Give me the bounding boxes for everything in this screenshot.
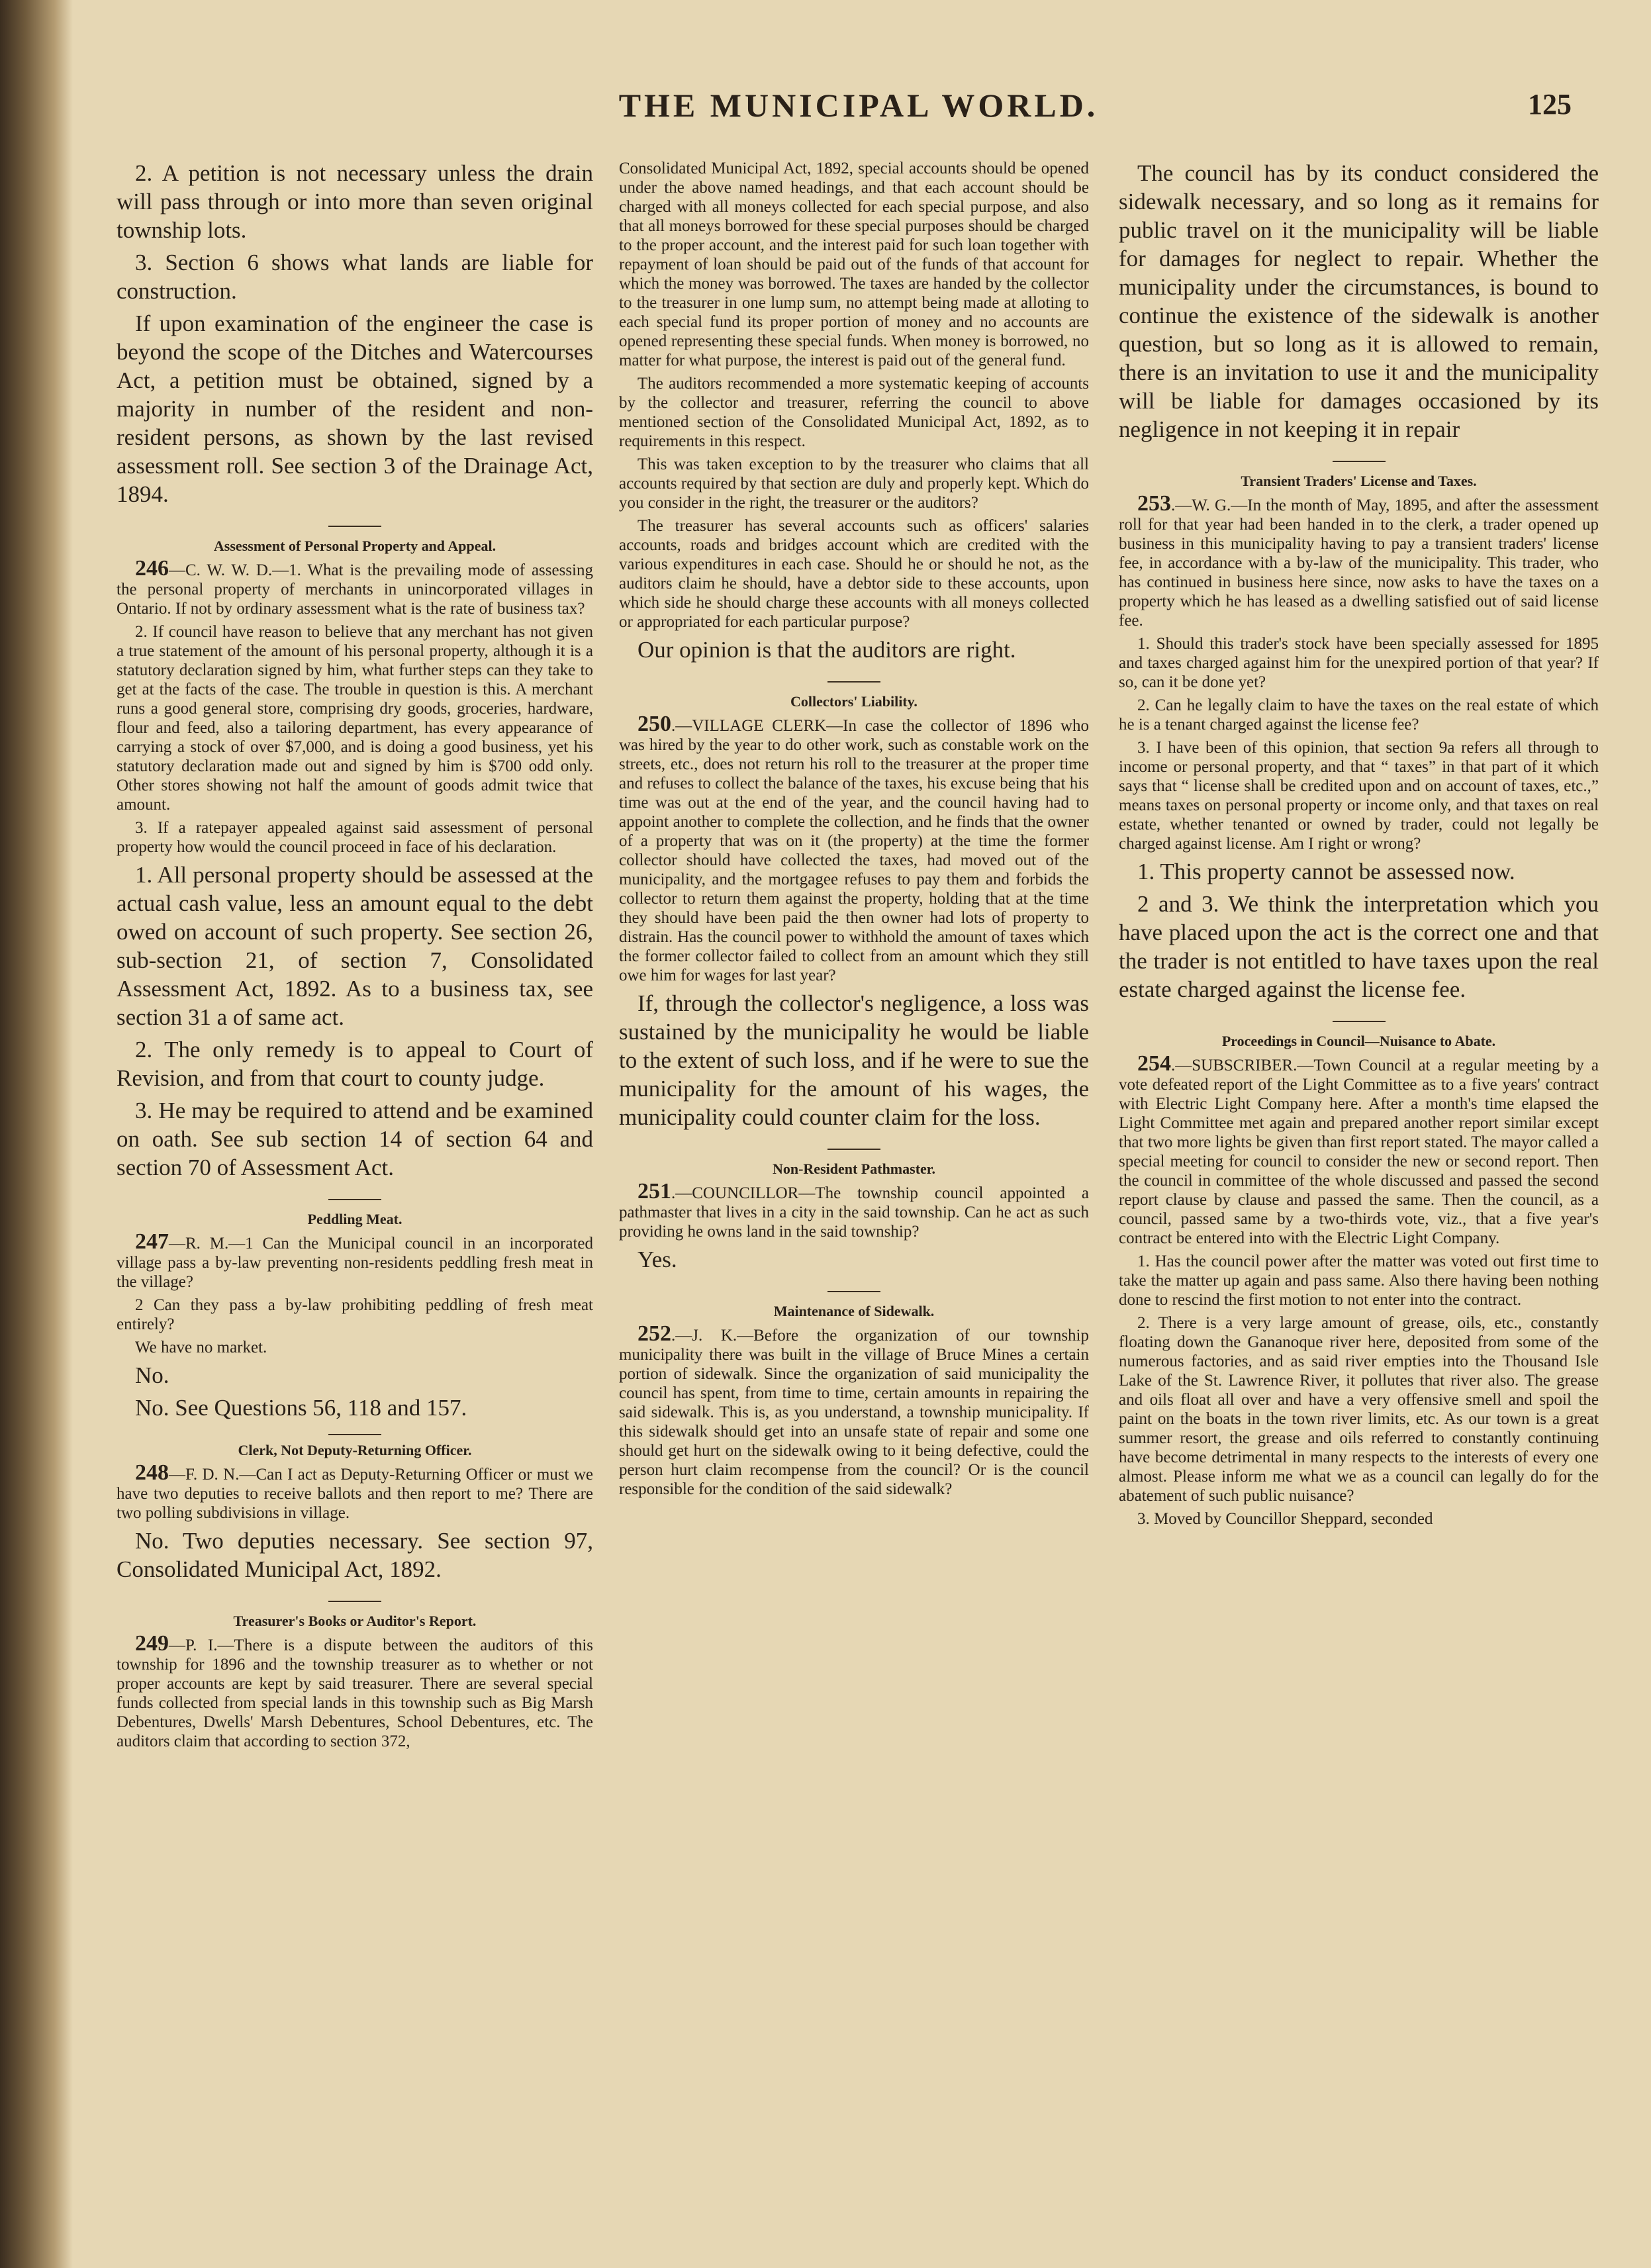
answer-paragraph: 3. He may be required to attend and be examined on oath. See sub section 14 of section 64 and section 70 of Assessment Act.: [117, 1098, 593, 1180]
question-paragraph: 2. There is a very large amount of grease, oils, etc., constantly floating down the Gananoque river here, deposited from some of the numerous factories, and as said river empties into the Thousand Isle Lake of the St. Lawrence River, it pollutes that river also. The grease and oils float all over and have a very offensive smell and spoil the paint on the boats in the town river limits, etc. As our town is a great summer resort, the grease and oils referred to constantly continuing have become detrimental in many respects to the interests of every one almost. Please inform me what we as a council can legally do for the abatement of such public nuisance?: [1119, 1314, 1599, 1505]
question-paragraph: 3. Moved by Councillor Sheppard, seconded: [1137, 1510, 1433, 1528]
section-heading-246: Assessment of Personal Property and Appeal.: [213, 538, 496, 554]
question-paragraph: The auditors recommended a more systematic keeping of accounts by the collector and treasurer, referring the council to above mentioned section of the Consolidated Municipal Act, 1892, as to requirements in this respect.: [619, 375, 1089, 450]
page-number: 125: [1528, 88, 1572, 120]
answer-paragraph: Our opinion is that the auditors are right.: [637, 637, 1016, 663]
section-divider: [827, 681, 880, 683]
answer-paragraph: No. See Questions 56, 118 and 157.: [135, 1395, 467, 1421]
question-number: 249: [135, 1631, 169, 1656]
question-247: [117, 1229, 593, 1292]
question-number: 246: [135, 556, 169, 581]
section-heading-254: Proceedings in Council—Nuisance to Abate.: [1221, 1033, 1496, 1049]
question-251: [619, 1179, 1089, 1241]
answer-paragraph: Yes.: [637, 1247, 677, 1272]
question-number: 254: [1137, 1051, 1171, 1076]
column-3: [1119, 159, 1599, 1533]
question-text: —P. I.—There is a dispute between the auditors of this township for 1896 and the township treasurer as to whether or not proper accounts are kept by said treasurer. There are several special funds collected from special lands in this township such as Big Marsh Debentures, Dwells' Marsh Debentures, School Debentures, etc. The auditors claim that according to section 372,: [117, 1636, 593, 1750]
column-1: [117, 159, 593, 1755]
masthead-title: THE MUNICIPAL WORLD.: [618, 87, 1099, 124]
question-253: [1119, 491, 1599, 630]
question-number: 252: [637, 1321, 671, 1346]
question-text: .—W. G.—In the month of May, 1895, and after the assessment roll for that year had been handed in to the clerk, a trader opened up business in this municipality having to pay a transient traders' license fee, in accordance with a by-law of the municipality. This trader, who has continued in business here since, now asks to have the taxes on a property which he has leased as a dwelling satisfied out of said license fee.: [1119, 496, 1599, 630]
section-divider: [827, 1149, 880, 1150]
answer-paragraph: No.: [135, 1362, 169, 1388]
question-text: —R. M.—1 Can the Municipal council in an incorporated village pass a by-law preventing non-residents peddling fresh meat in the village?: [117, 1235, 593, 1291]
question-text: .—J. K.—Before the organization of our township municipality there was built in the village of Bruce Mines a certain portion of sidewalk. Since the organization of said municipality the council has spent, from time to time, certain amounts in repairing the said sidewalk. This is, as you understand, a township municipality. If this sidewalk should get into an unsafe state of repair and some one should get hurt on the sidewalk owing to it being defective, could the person hurt claim recompense from the council? Or is the council responsible for the condition of the said sidewalk?: [619, 1327, 1089, 1498]
section-heading-252: Maintenance of Sidewalk.: [773, 1303, 935, 1319]
question-paragraph: This was taken exception to by the treasurer who claims that all accounts required by that section are duly and properly kept. Which do you consider in the right, the treasurer or the auditors?: [619, 455, 1089, 512]
section-divider: [1333, 1021, 1386, 1022]
page-header: [106, 86, 1611, 126]
question-paragraph: The treasurer has several accounts such as officers' salaries accounts, roads and bridges account which are credited with the various expenditures in each case. Should he or should he not, as the auditors claim he should, have a debtor side to these accounts, upon which side he should charge these accounts with all moneys collected or appropriated for each particular purpose?: [619, 517, 1089, 631]
question-text: .—VILLAGE CLERK—In case the collector of 1896 who was hired by the year to do other work, such as constable work on the streets, etc., does not return his roll to the treasurer at the proper time and refuses to collect the balance of the taxes, his excuse being that his time was out at the end of the year, and the council having had to appoint another to complete the collection, and he finds that the owner of a property that was on it (the property) at the time the former collector should have collected the taxes, had moved out of the municipality, and the mortgagee refuses to pay them and forbids the collector to return them against the property, holding that at the time they should have been paid the then owner had lots of property to distrain. Has the council power to withhold the amount of taxes which the former collector failed to collect from an amount which they still owe him for wages for last year?: [619, 717, 1089, 984]
answer-paragraph: If upon examination of the engineer the case is beyond the scope of the Ditches and Watercourses Act, a petition must be obtained, signed by a majority in number of the resident and non-resident persons, as shown by the last revised assessment roll. See section 3 of the Drainage Act, 1894.: [117, 310, 593, 507]
question-250: [619, 714, 1089, 985]
question-paragraph: 2 Can they pass a by-law prohibiting peddling of fresh meat entirely?: [117, 1296, 593, 1333]
section-heading-247: Peddling Meat.: [307, 1211, 402, 1227]
answer-paragraph: If, through the collector's negligence, a loss was sustained by the municipality he would be liable to the extent of such loss, and if he were to sue the municipality for the amount of his wages, the municipality could counter claim for the loss.: [619, 990, 1089, 1130]
answer-paragraph: No. Two deputies necessary. See section 97, Consolidated Municipal Act, 1892.: [117, 1528, 593, 1582]
answer-paragraph: 1. All personal property should be assessed at the actual cash value, less an amount equal to the debt owed on account of such property. See section 26, sub-section 21, of section 7, Consolidated Assessment Act, 1892. As to a business tax, see section 31 a of same act.: [117, 862, 593, 1030]
section-divider: [1333, 461, 1386, 462]
answer-paragraph: 2. A petition is not necessary unless the drain will pass through or into more than seven original township lots.: [117, 160, 593, 243]
question-248: [117, 1460, 593, 1523]
section-heading-248: Clerk, Not Deputy-Returning Officer.: [238, 1442, 472, 1458]
section-heading-249: Treasurer's Books or Auditor's Report.: [233, 1613, 477, 1629]
answer-paragraph: 1. This property cannot be assessed now.: [1137, 859, 1515, 884]
section-divider: [328, 1601, 381, 1602]
book-spine-shadow: [0, 0, 73, 2268]
question-252: [619, 1321, 1089, 1499]
question-number: 247: [135, 1229, 169, 1254]
section-heading-253: Transient Traders' License and Taxes.: [1241, 473, 1477, 489]
question-number: 250: [637, 712, 671, 736]
section-heading-251: Non-Resident Pathmaster.: [772, 1160, 936, 1177]
question-246: [117, 556, 593, 618]
question-paragraph: 1. Should this trader's stock have been specially assessed for 1895 and taxes charged against him for the unexpired portion of that year? If so, can it be done yet?: [1119, 635, 1599, 691]
question-continuation: Consolidated Municipal Act, 1892, special accounts should be opened under the above named headings, and that each account should be charged with all moneys collected for each special purpose, and also that all moneys borrowed for these special purposes should be charged to the proper account, and the interest paid for such loan together with repayment of loan should be paid out of the funds of that account for which the money was borrowed. The taxes are handed by the collector to the treasurer in one lump sum, no attempt being made at alloting to each special fund its proper portion of money and no accounts are opened representing these special funds. When money is borrowed, no matter for what purpose, the interest is paid out of the general fund.: [619, 160, 1089, 369]
section-divider: [328, 1199, 381, 1200]
question-paragraph: 1. Has the council power after the matter was voted out first time to take the matter up again and pass same. Also there having been nothing done to rescind the first motion to not enter into the contract.: [1119, 1252, 1599, 1309]
answer-paragraph: 2. The only remedy is to appeal to Court of Revision, and from that court to county judge.: [117, 1037, 593, 1091]
question-paragraph: 3. I have been of this opinion, that section 9a refers all through to income or personal property, and that “ taxes” in that part of it which says that “ license shall be credited upon and on account of taxes, etc.,” means taxes on personal property or income only, and that taxes on real estate, whether tenanted or owned by trader, could not legally be charged against license. Am I right or wrong?: [1119, 739, 1599, 853]
column-2: [619, 159, 1089, 1503]
section-divider: [328, 526, 381, 527]
question-paragraph: We have no market.: [135, 1339, 267, 1356]
question-text: —C. W. W. D.—1. What is the prevailing mode of assessing the personal property of merchants in unincorporated villages in Ontario. If not by ordinary assessment what is the rate of business tax?: [117, 561, 593, 618]
question-text: —F. D. N.—Can I act as Deputy-Returning Officer or must we have two deputies to receive ballots and then report to me? There are two polling subdivisions in village.: [117, 1466, 593, 1522]
answer-paragraph: 2 and 3. We think the interpretation which you have placed upon the act is the correct one and that the trader is not entitled to have taxes upon the real estate charged against the license fee.: [1119, 891, 1599, 1002]
section-heading-250: Collectors' Liability.: [790, 693, 918, 710]
answer-paragraph: The council has by its conduct considered the sidewalk necessary, and so long as it remains for public travel on it the municipality will be liable for damages for neglect to repair. Whether the municipality under the circumstances, is bound to continue the existence of the sidewalk is another question, but so long as it is allowed to remain, there is an invitation to use it and the municipality will be liable for damages occasioned by its negligence in not keeping it in repair: [1119, 160, 1599, 442]
question-number: 251: [637, 1179, 671, 1204]
question-249: [117, 1631, 593, 1751]
section-divider: [328, 1434, 381, 1435]
question-number: 253: [1137, 491, 1171, 516]
question-number: 248: [135, 1460, 169, 1485]
section-divider: [827, 1291, 880, 1292]
question-paragraph: 2. Can he legally claim to have the taxes on the real estate of which he is a tenant charged against the license fee?: [1119, 696, 1599, 733]
answer-paragraph: 3. Section 6 shows what lands are liable for construction.: [117, 250, 593, 304]
question-254: [1119, 1051, 1599, 1248]
question-paragraph: 2. If council have reason to believe that any merchant has not given a true statement of the amount of his personal property, although it is a statutory declaration signed by him, what further steps can they take to get at the facts of the case. The trouble in question is this. A merchant runs a good general store, comprising dry goods, groceries, hardware, flour and feed, also a tailoring department, has every appearance of carrying a stock of over $7,000, and is doing a good business, yet his statutory declaration made out and signed by him is $700 odd only. Other stores showing not half the amount of goods admit twice that amount.: [117, 623, 593, 814]
question-text: .—SUBSCRIBER.—Town Council at a regular meeting by a vote defeated report of the Light Committee as to a five years' contract with Electric Light Company here. After a month's time elapsed the Light Committee met again and prepared another report similar except that two more lights be given than first report stated. The mayor called a special meeting for council to consider the new or second report. Then the council in committee of the whole discussed and passed the second report clause by clause and passed the same. Then the council, as a council, passed same by a two-thirds vote, viz., that a five year's contract be entered into with the Electric Light Company.: [1119, 1057, 1599, 1247]
question-paragraph: 3. If a ratepayer appealed against said assessment of personal property how would the council proceed in face of his declaration.: [117, 819, 593, 856]
question-text: .—COUNCILLOR—The township council appointed a pathmaster that lives in a city in the said township. Can he act as such providing he owns land in the said township?: [619, 1184, 1089, 1241]
